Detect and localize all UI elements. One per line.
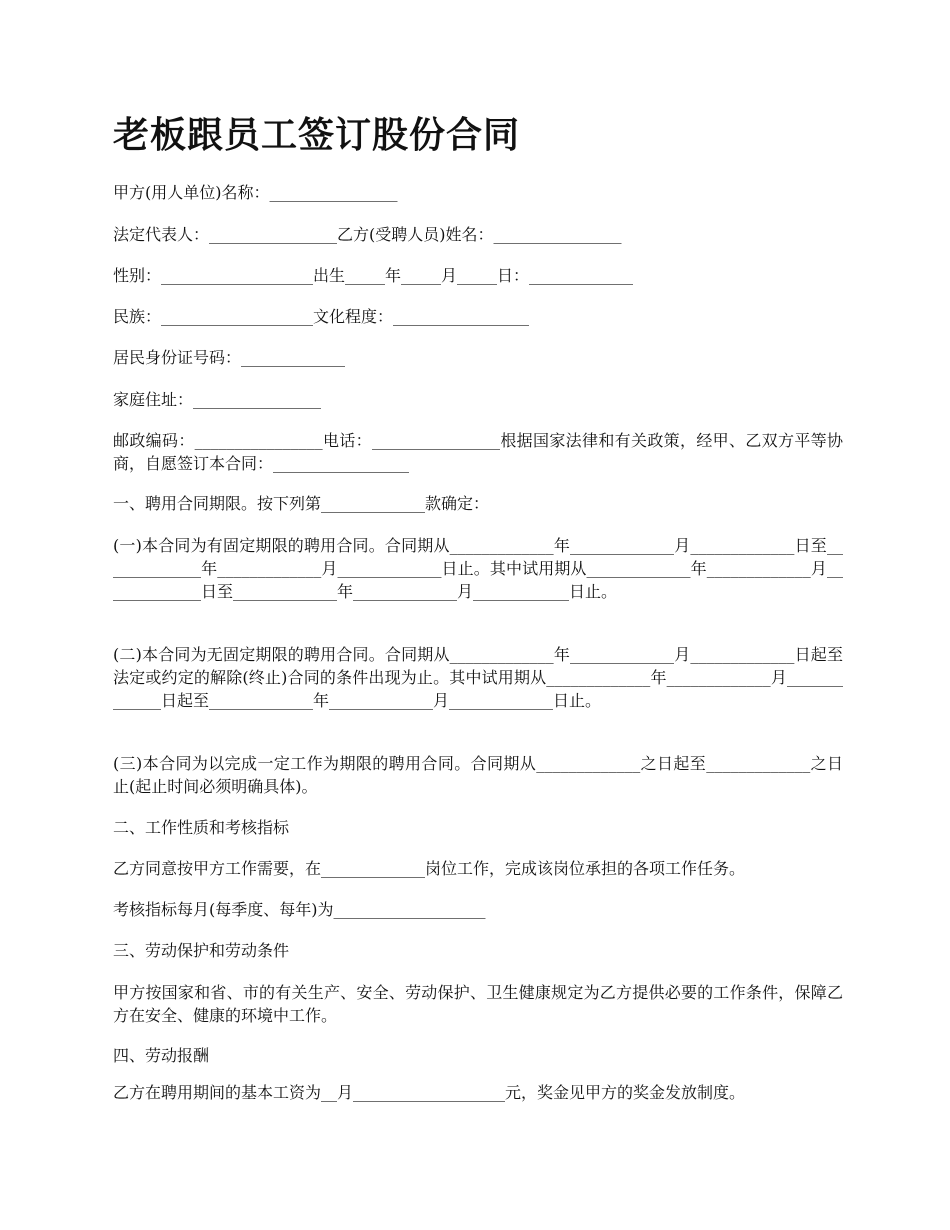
clause-3-task-term: (三)本合同为以完成一定工作为期限的聘用合同。合同期从_____________之日起至_____________之日止(起止时间必须明确具体)。 [113, 754, 843, 796]
home-address-line: 家庭住址：________________ [113, 390, 322, 409]
party-a-name-line: 甲方(用人单位)名称：________________ [113, 183, 398, 202]
salary-line: 乙方在聘用期间的基本工资为__月___________________元，奖金见甲方的奖金发放制度。 [113, 1083, 746, 1102]
document-title: 老板跟员工签订股份合同 [113, 115, 521, 156]
clause-2-open-term: (二)本合同为无固定期限的聘用合同。合同期从_____________年_____________月_____________日起至法定或约定的解除(终止)合同的条件出现为止。其中试用期从_____________年_____________月_____________日起至_____________年_____________月_____________日止。 [113, 645, 843, 710]
postal-phone-paragraph: 邮政编码：________________电话：________________根据国家法律和有关政策，经甲、乙双方平等协商，自愿签订本合同：_________________ [113, 431, 843, 473]
id-number-line: 居民身份证号码：_____________ [113, 348, 346, 367]
assessment-indicator-line: 考核指标每月(每季度、每年)为___________________ [113, 900, 486, 919]
labor-protection-paragraph: 甲方按国家和省、市的有关生产、安全、劳动保护、卫生健康规定为乙方提供必要的工作条件，保障乙方在安全、健康的环境中工作。 [113, 983, 843, 1025]
section-2-heading: 二、工作性质和考核指标 [113, 818, 290, 837]
section-4-heading: 四、劳动报酬 [113, 1046, 210, 1065]
ethnicity-education-line: 民族：___________________文化程度：_________________ [113, 307, 530, 326]
section-1-heading: 一、聘用合同期限。按下列第_____________款确定： [113, 494, 490, 513]
section-3-heading: 三、劳动保护和劳动条件 [113, 941, 290, 960]
job-position-line: 乙方同意按甲方工作需要，在_____________岗位工作，完成该岗位承担的各项工作任务。 [113, 859, 746, 878]
representative-and-party-b-line: 法定代表人：________________乙方(受聘人员)姓名：________________ [113, 225, 622, 244]
gender-birth-line: 性别：___________________出生_____年_____月_____日：_____________ [113, 266, 634, 285]
clause-1-fixed-term: (一)本合同为有固定期限的聘用合同。合同期从_____________年_____________月_____________日至_____________年_____________月_____________日止。其中试用期从_____________年_____________月_____________日至_____________年_____________月____________日止。 [113, 536, 843, 601]
